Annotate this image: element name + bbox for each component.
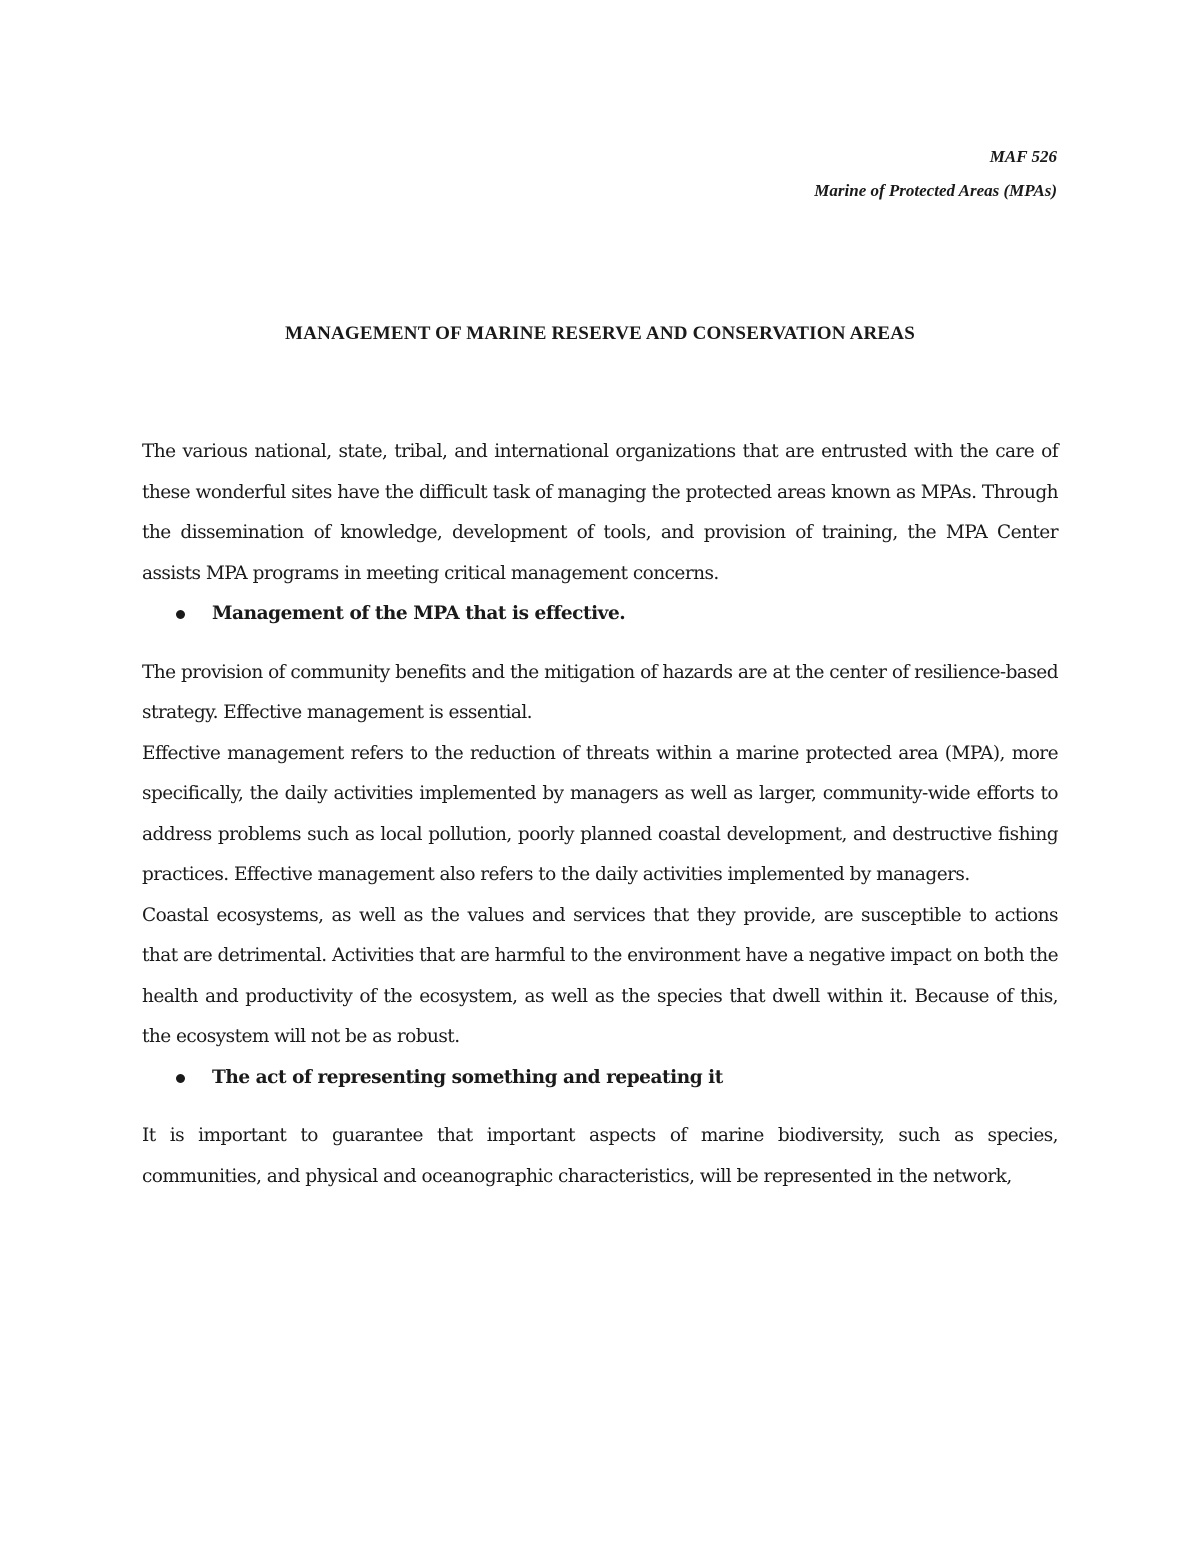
paragraph-resilience: The provision of community benefits and the mitigation of hazards are at the center of resilience-based strategy. Effective management is essential. [142, 661, 1058, 723]
section-heading-text: The act of representing something and repeating it [212, 1066, 723, 1088]
paragraph-biodiversity: It is important to guarantee that important aspects of marine biodiversity, such as species, communities, and physical and oceanographic characteristics, will be represented in the network, [142, 1125, 1058, 1187]
course-title: Marine of Protected Areas (MPAs) [814, 181, 1057, 200]
paragraph-coastal-ecosystems: Coastal ecosystems, as well as the values and services that they provide, are susceptible to actions that are detrimental. Activities that are harmful to the environment have a negative impact on both the health and productivity of the ecosystem, as well as the species that dwell within it. Because of this, the ecosystem will not be as robust. [142, 904, 1058, 1047]
section-heading-representation [142, 1058, 1058, 1099]
document-title: MANAGEMENT OF MARINE RESERVE AND CONSERVATION AREAS [285, 323, 915, 344]
section-heading-effective-management [142, 594, 1058, 635]
section-heading-text: Management of the MPA that is effective. [212, 603, 626, 624]
intro-paragraph: The various national, state, tribal, and international organizations that are entrusted with the care of these wonderful sites have the difficult task of managing the protected areas known as MPAs. Through the dissemination of knowledge, development of tools, and provision of training, the MPA Center assists MPA programs in meeting critical management concerns. [142, 441, 1058, 584]
bullet-icon [176, 610, 185, 619]
document-body [142, 432, 1058, 1197]
course-header [814, 140, 1057, 208]
bullet-icon [176, 1074, 185, 1083]
paragraph-effective-management: Effective management refers to the reduction of threats within a marine protected area (MPA), more specifically, the daily activities implemented by managers as well as larger, community-wide efforts to address problems such as local pollution, poorly planned coastal development, and destructive fishing practices. Effective management also refers to the daily activities implemented by managers. [142, 742, 1058, 885]
course-code: MAF 526 [989, 147, 1057, 166]
